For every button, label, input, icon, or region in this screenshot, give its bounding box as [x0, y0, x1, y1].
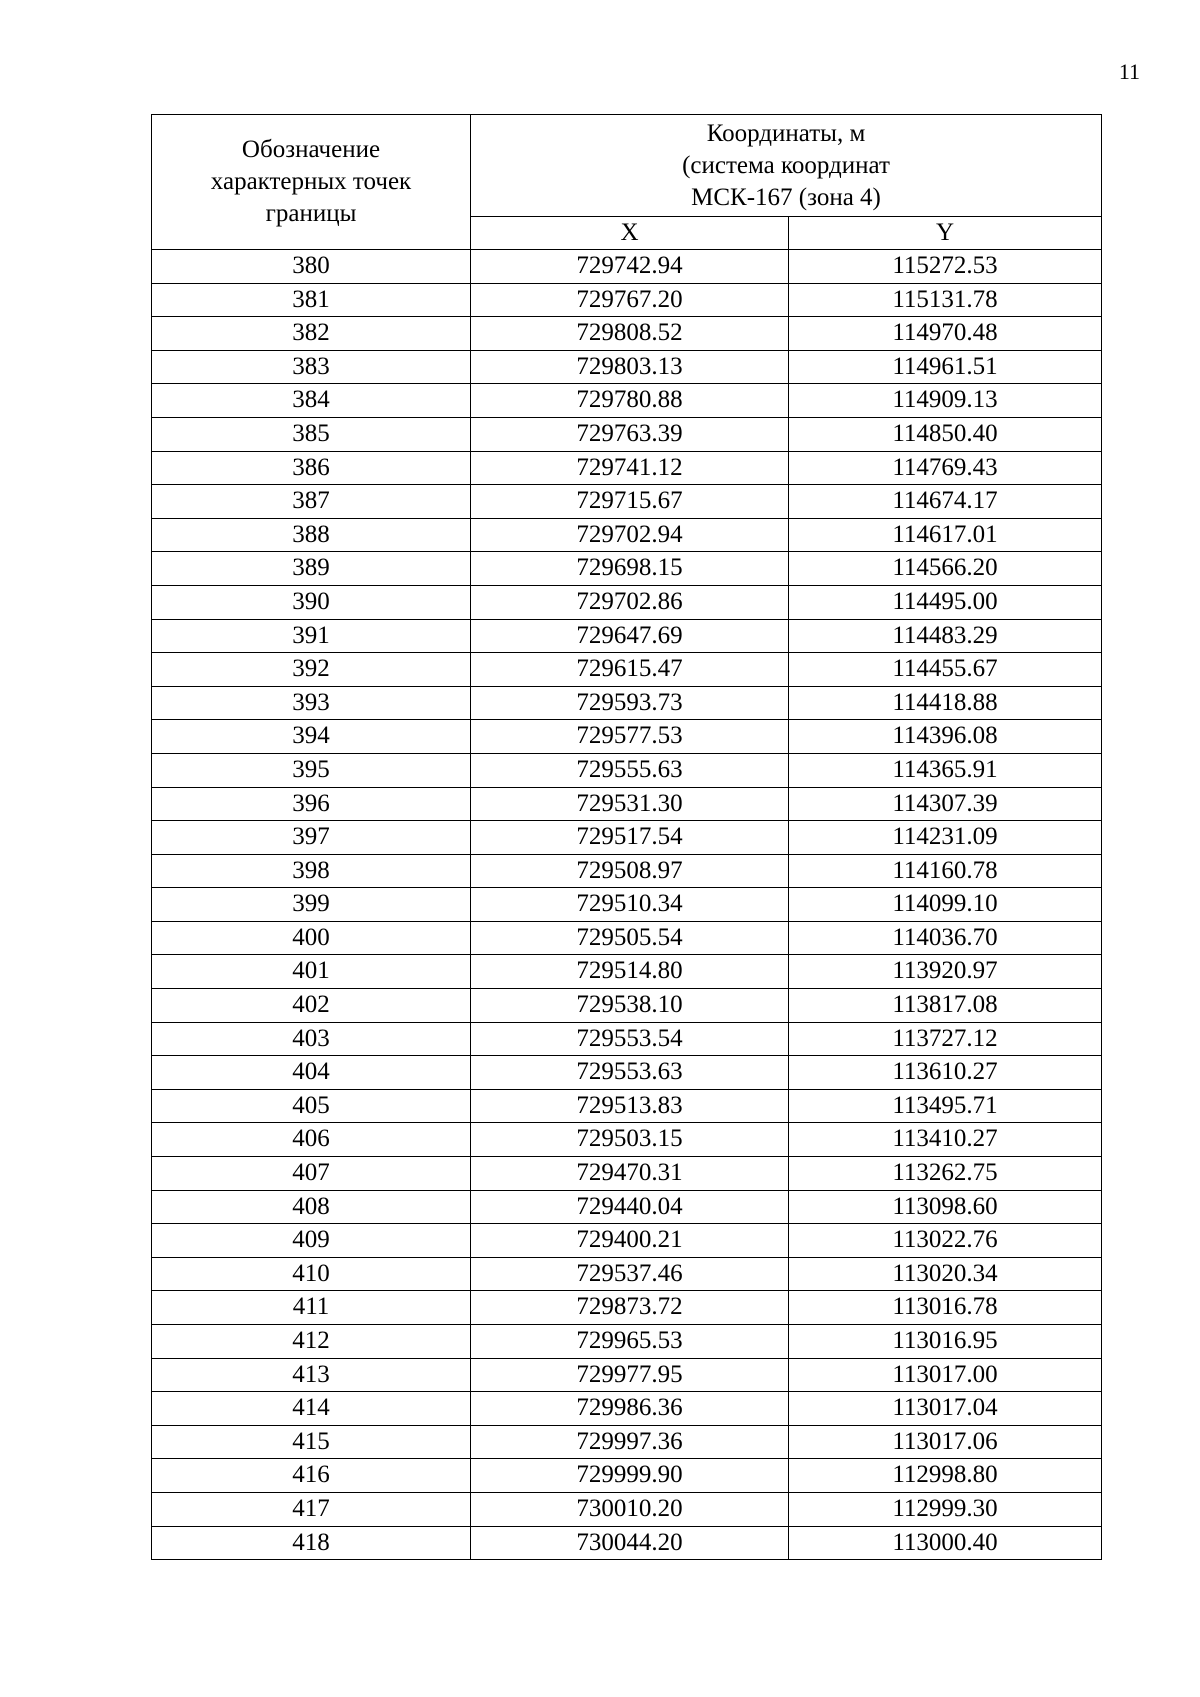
x-coordinate-cell: 729763.39	[471, 417, 789, 451]
table-row	[152, 821, 1102, 855]
point-id-cell: 381	[152, 283, 471, 317]
point-id-cell: 384	[152, 384, 471, 418]
x-coordinate-cell: 729553.54	[471, 1022, 789, 1056]
x-coordinate-cell: 729965.53	[471, 1325, 789, 1359]
table-row	[152, 1224, 1102, 1258]
point-id-cell: 406	[152, 1123, 471, 1157]
point-id-cell: 414	[152, 1392, 471, 1426]
point-id-cell: 388	[152, 518, 471, 552]
y-coordinate-cell: 113000.40	[789, 1526, 1102, 1560]
point-id-cell: 393	[152, 686, 471, 720]
x-coordinate-cell: 729553.63	[471, 1056, 789, 1090]
table-row	[152, 518, 1102, 552]
y-coordinate-cell: 113017.00	[789, 1358, 1102, 1392]
point-id-cell: 409	[152, 1224, 471, 1258]
table-row	[152, 1056, 1102, 1090]
table-row	[152, 653, 1102, 687]
x-coordinate-cell: 729514.80	[471, 955, 789, 989]
table-row	[152, 888, 1102, 922]
y-coordinate-cell: 114036.70	[789, 921, 1102, 955]
header-coordinates	[471, 115, 1102, 217]
x-coordinate-cell: 729470.31	[471, 1157, 789, 1191]
table-header	[152, 115, 1102, 250]
point-id-cell: 391	[152, 619, 471, 653]
point-id-cell: 407	[152, 1157, 471, 1191]
x-coordinate-cell: 729508.97	[471, 854, 789, 888]
table-row	[152, 485, 1102, 519]
header-coordinates-line1: Координаты, м	[706, 119, 866, 147]
y-coordinate-cell: 114099.10	[789, 888, 1102, 922]
table-row	[152, 955, 1102, 989]
header-designation-text: Обозначение характерных точек границы	[210, 136, 412, 227]
x-coordinate-cell: 729505.54	[471, 921, 789, 955]
y-coordinate-cell: 113727.12	[789, 1022, 1102, 1056]
table-row	[152, 1257, 1102, 1291]
x-coordinate-cell: 729400.21	[471, 1224, 789, 1258]
table-row	[152, 854, 1102, 888]
y-coordinate-cell: 113020.34	[789, 1257, 1102, 1291]
y-coordinate-cell: 113495.71	[789, 1089, 1102, 1123]
point-id-cell: 404	[152, 1056, 471, 1090]
header-x: X	[471, 217, 789, 250]
x-coordinate-cell: 729742.94	[471, 250, 789, 284]
table-row	[152, 1325, 1102, 1359]
table-row	[152, 989, 1102, 1023]
x-coordinate-cell: 729538.10	[471, 989, 789, 1023]
x-coordinate-cell: 729440.04	[471, 1190, 789, 1224]
y-coordinate-cell: 114970.48	[789, 317, 1102, 351]
table-row	[152, 552, 1102, 586]
x-coordinate-cell: 729513.83	[471, 1089, 789, 1123]
y-coordinate-cell: 113017.06	[789, 1425, 1102, 1459]
x-coordinate-cell: 730010.20	[471, 1492, 789, 1526]
header-y: Y	[789, 217, 1102, 250]
x-coordinate-cell: 729986.36	[471, 1392, 789, 1426]
point-id-cell: 389	[152, 552, 471, 586]
x-coordinate-cell: 729780.88	[471, 384, 789, 418]
point-id-cell: 400	[152, 921, 471, 955]
table-row	[152, 384, 1102, 418]
point-id-cell: 411	[152, 1291, 471, 1325]
page-number: 11	[1118, 59, 1140, 84]
x-coordinate-cell: 729808.52	[471, 317, 789, 351]
x-coordinate-cell: 729503.15	[471, 1123, 789, 1157]
x-coordinate-cell: 729555.63	[471, 753, 789, 787]
table-row	[152, 1190, 1102, 1224]
header-designation	[152, 115, 471, 250]
x-coordinate-cell: 729702.94	[471, 518, 789, 552]
table-row	[152, 619, 1102, 653]
x-coordinate-cell: 729647.69	[471, 619, 789, 653]
x-coordinate-cell: 729531.30	[471, 787, 789, 821]
point-id-cell: 398	[152, 854, 471, 888]
table-row	[152, 1392, 1102, 1426]
point-id-cell: 392	[152, 653, 471, 687]
table-row	[152, 753, 1102, 787]
table-row	[152, 1459, 1102, 1493]
y-coordinate-cell: 114674.17	[789, 485, 1102, 519]
point-id-cell: 416	[152, 1459, 471, 1493]
y-coordinate-cell: 114617.01	[789, 518, 1102, 552]
y-coordinate-cell: 114455.67	[789, 653, 1102, 687]
point-id-cell: 387	[152, 485, 471, 519]
point-id-cell: 403	[152, 1022, 471, 1056]
x-coordinate-cell: 729873.72	[471, 1291, 789, 1325]
table-row	[152, 585, 1102, 619]
table-row	[152, 1492, 1102, 1526]
y-coordinate-cell: 114769.43	[789, 451, 1102, 485]
point-id-cell: 415	[152, 1425, 471, 1459]
x-coordinate-cell: 729741.12	[471, 451, 789, 485]
table-row	[152, 1358, 1102, 1392]
table-row	[152, 686, 1102, 720]
table-row	[152, 417, 1102, 451]
y-coordinate-cell: 115272.53	[789, 250, 1102, 284]
x-coordinate-cell: 729767.20	[471, 283, 789, 317]
point-id-cell: 410	[152, 1257, 471, 1291]
y-coordinate-cell: 113920.97	[789, 955, 1102, 989]
point-id-cell: 397	[152, 821, 471, 855]
y-coordinate-cell: 113098.60	[789, 1190, 1102, 1224]
point-id-cell: 413	[152, 1358, 471, 1392]
y-coordinate-cell: 114495.00	[789, 585, 1102, 619]
y-coordinate-cell: 113017.04	[789, 1392, 1102, 1426]
table-row	[152, 1157, 1102, 1191]
point-id-cell: 412	[152, 1325, 471, 1359]
x-coordinate-cell: 729999.90	[471, 1459, 789, 1493]
point-id-cell: 401	[152, 955, 471, 989]
y-coordinate-cell: 113262.75	[789, 1157, 1102, 1191]
point-id-cell: 408	[152, 1190, 471, 1224]
table-row	[152, 1089, 1102, 1123]
y-coordinate-cell: 114850.40	[789, 417, 1102, 451]
point-id-cell: 382	[152, 317, 471, 351]
x-coordinate-cell: 729593.73	[471, 686, 789, 720]
table-row	[152, 283, 1102, 317]
y-coordinate-cell: 113410.27	[789, 1123, 1102, 1157]
table-row	[152, 1123, 1102, 1157]
y-coordinate-cell: 113817.08	[789, 989, 1102, 1023]
header-coordinates-line3: МСК-167 (зона 4)	[691, 183, 881, 211]
y-coordinate-cell: 114365.91	[789, 753, 1102, 787]
y-coordinate-cell: 115131.78	[789, 283, 1102, 317]
x-coordinate-cell: 729997.36	[471, 1425, 789, 1459]
table-body	[152, 250, 1102, 1560]
point-id-cell: 399	[152, 888, 471, 922]
y-coordinate-cell: 113610.27	[789, 1056, 1102, 1090]
point-id-cell: 417	[152, 1492, 471, 1526]
table-row	[152, 921, 1102, 955]
x-coordinate-cell: 729977.95	[471, 1358, 789, 1392]
table-row	[152, 720, 1102, 754]
y-coordinate-cell: 114418.88	[789, 686, 1102, 720]
y-coordinate-cell: 114231.09	[789, 821, 1102, 855]
y-coordinate-cell: 113022.76	[789, 1224, 1102, 1258]
table-row	[152, 1022, 1102, 1056]
point-id-cell: 390	[152, 585, 471, 619]
table-row	[152, 250, 1102, 284]
table-row	[152, 451, 1102, 485]
table-row	[152, 1425, 1102, 1459]
point-id-cell: 380	[152, 250, 471, 284]
y-coordinate-cell: 113016.78	[789, 1291, 1102, 1325]
x-coordinate-cell: 729803.13	[471, 350, 789, 384]
y-coordinate-cell: 114396.08	[789, 720, 1102, 754]
y-coordinate-cell: 114961.51	[789, 350, 1102, 384]
y-coordinate-cell: 114160.78	[789, 854, 1102, 888]
table-row	[152, 1526, 1102, 1560]
y-coordinate-cell: 114483.29	[789, 619, 1102, 653]
table-row	[152, 787, 1102, 821]
point-id-cell: 405	[152, 1089, 471, 1123]
point-id-cell: 394	[152, 720, 471, 754]
table-row	[152, 317, 1102, 351]
x-coordinate-cell: 729517.54	[471, 821, 789, 855]
y-coordinate-cell: 114566.20	[789, 552, 1102, 586]
x-coordinate-cell: 729715.67	[471, 485, 789, 519]
x-coordinate-cell: 729510.34	[471, 888, 789, 922]
table-row	[152, 350, 1102, 384]
y-coordinate-cell: 112999.30	[789, 1492, 1102, 1526]
coordinates-table	[151, 114, 1102, 1560]
point-id-cell: 418	[152, 1526, 471, 1560]
y-coordinate-cell: 114307.39	[789, 787, 1102, 821]
point-id-cell: 396	[152, 787, 471, 821]
point-id-cell: 395	[152, 753, 471, 787]
point-id-cell: 383	[152, 350, 471, 384]
point-id-cell: 402	[152, 989, 471, 1023]
x-coordinate-cell: 730044.20	[471, 1526, 789, 1560]
point-id-cell: 385	[152, 417, 471, 451]
y-coordinate-cell: 114909.13	[789, 384, 1102, 418]
y-coordinate-cell: 112998.80	[789, 1459, 1102, 1493]
x-coordinate-cell: 729698.15	[471, 552, 789, 586]
point-id-cell: 386	[152, 451, 471, 485]
x-coordinate-cell: 729615.47	[471, 653, 789, 687]
table-row	[152, 1291, 1102, 1325]
x-coordinate-cell: 729537.46	[471, 1257, 789, 1291]
y-coordinate-cell: 113016.95	[789, 1325, 1102, 1359]
header-coordinates-line2: (система координат	[682, 151, 890, 179]
x-coordinate-cell: 729577.53	[471, 720, 789, 754]
x-coordinate-cell: 729702.86	[471, 585, 789, 619]
